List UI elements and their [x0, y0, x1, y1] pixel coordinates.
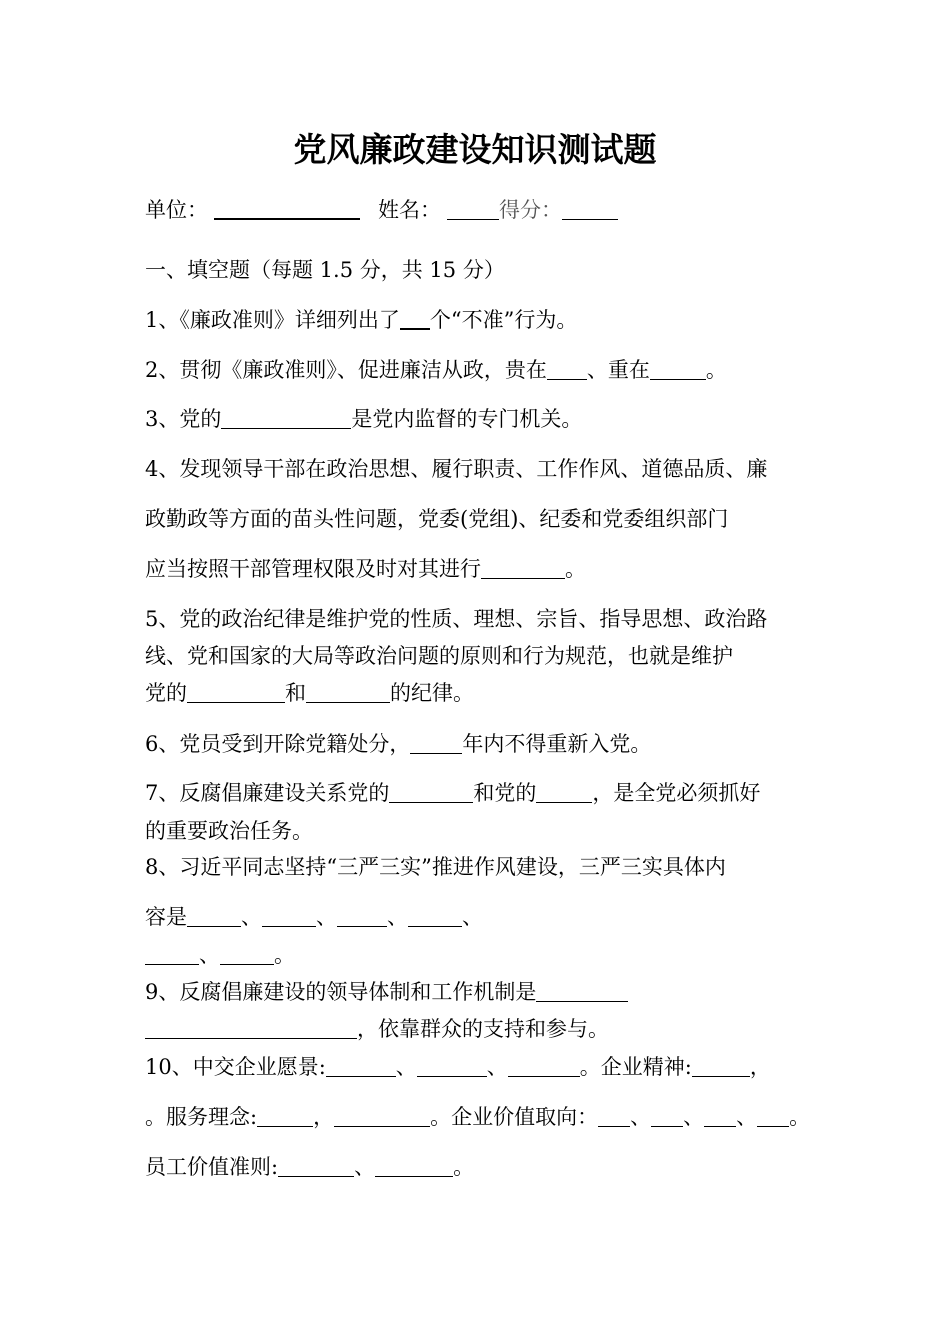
- q10-blank-2[interactable]: [417, 1056, 487, 1077]
- q10-blank-1[interactable]: [326, 1056, 396, 1077]
- unit-label: 单位：: [145, 198, 208, 222]
- q2-blank-2[interactable]: [650, 359, 706, 380]
- name-label: 姓名：: [378, 198, 441, 222]
- q3-text-b: 是党内监督的专门机关。: [351, 407, 583, 431]
- question-9-line-1: [145, 978, 815, 1006]
- q10-blank-3[interactable]: [508, 1056, 580, 1077]
- q8-text-a: 容是: [145, 905, 187, 929]
- q2-text-a: 2、贯彻《廉政准则》、促进廉洁从政，贵在: [145, 358, 547, 382]
- q5-text-a: 党的: [145, 681, 187, 705]
- q9-blank-2[interactable]: [145, 1018, 357, 1039]
- q10-comma: ，: [749, 1055, 771, 1079]
- q8-blank-6[interactable]: [220, 944, 274, 965]
- q8-blank-3[interactable]: [337, 906, 387, 927]
- q8-blank-5[interactable]: [145, 944, 199, 965]
- section-heading: 一、填空题（每题 1.5 分，共 15 分）: [145, 258, 505, 282]
- q8-blank-2[interactable]: [262, 906, 316, 927]
- question-8-line-1: 8、习近平同志坚持“三严三实”推进作风建设，三严三实具体内: [145, 855, 726, 879]
- q6-text-a: 6、党员受到开除党籍处分，: [145, 732, 411, 756]
- q10-sep: 、: [736, 1105, 758, 1129]
- q10-sep: 、: [683, 1105, 705, 1129]
- page-title: 党风廉政建设知识测试题: [293, 130, 657, 169]
- q6-blank[interactable]: [410, 733, 462, 754]
- q2-text-c: 。: [705, 358, 727, 382]
- question-10-line-3: [145, 1153, 815, 1181]
- q10-blank-11[interactable]: [278, 1156, 354, 1177]
- q2-blank-1[interactable]: [547, 359, 587, 380]
- question-7-line-2: 的重要政治任务。: [145, 819, 313, 843]
- q7-blank-2[interactable]: [536, 782, 592, 803]
- q10-sep: 、: [486, 1055, 508, 1079]
- q8-sep: 、: [241, 905, 262, 929]
- q10-employee-label: 员工价值准则:: [145, 1155, 279, 1179]
- q6-text-b: 年内不得重新入党。: [462, 732, 652, 756]
- q8-sep: 、: [462, 905, 483, 929]
- q4-text-a: 应当按照干部管理权限及时对其进行: [145, 557, 481, 581]
- question-5-line-3: [145, 679, 815, 707]
- q10-period: 。: [453, 1155, 475, 1179]
- q10-blank-5[interactable]: [257, 1106, 313, 1127]
- q8-sep: 、: [199, 943, 220, 967]
- q4-text-b: 。: [565, 557, 586, 581]
- question-4-line-1: 4、发现领导干部在政治思想、履行职责、工作作风、道德品质、廉: [145, 457, 768, 481]
- q2-text-b: 、重在: [586, 358, 650, 382]
- q7-blank-1[interactable]: [389, 782, 473, 803]
- q10-sep: 、: [395, 1055, 417, 1079]
- q7-text-a: 7、反腐倡廉建设关系党的: [145, 781, 390, 805]
- q1-text-a: 1、《廉政准则》详细列出了: [145, 308, 400, 332]
- question-10-line-2: [145, 1103, 815, 1131]
- q4-blank[interactable]: [481, 558, 565, 579]
- q7-text-b: 和党的: [473, 781, 537, 805]
- question-4-line-3: [145, 555, 815, 583]
- question-5-line-1: 5、党的政治纪律是维护党的性质、理想、宗旨、指导思想、政治路: [145, 607, 768, 631]
- q9-blank-1[interactable]: [536, 981, 628, 1002]
- question-6: [145, 730, 815, 758]
- q9-text-a: 9、反腐倡廉建设的领导体制和工作机制是: [145, 980, 537, 1004]
- q10-value-label: 。企业价值取向：: [430, 1105, 599, 1129]
- score-blank[interactable]: [562, 199, 618, 220]
- header-row: [145, 196, 815, 224]
- question-8-line-3: [145, 941, 815, 969]
- question-1: [145, 306, 815, 334]
- question-10-line-1: [145, 1053, 815, 1081]
- q10-spirit-label: 。企业精神:: [579, 1055, 692, 1079]
- name-blank[interactable]: [447, 199, 499, 220]
- question-9-line-2: [145, 1015, 815, 1043]
- q8-sep: 、: [387, 905, 408, 929]
- question-3: [145, 405, 815, 433]
- question-7-line-1: [145, 779, 815, 807]
- q10-blank-8[interactable]: [651, 1106, 683, 1127]
- q10-sep: 、: [354, 1155, 376, 1179]
- q10-period: 。: [789, 1105, 811, 1129]
- question-2: [145, 356, 815, 384]
- q10-blank-10[interactable]: [757, 1106, 789, 1127]
- q8-blank-4[interactable]: [408, 906, 462, 927]
- q8-end: 。: [274, 943, 295, 967]
- q10-blank-4[interactable]: [692, 1056, 750, 1077]
- q8-sep: 、: [316, 905, 337, 929]
- q10-blank-9[interactable]: [704, 1106, 736, 1127]
- q1-blank[interactable]: [400, 308, 430, 330]
- q10-blank-6[interactable]: [334, 1106, 430, 1127]
- question-8-line-2: [145, 903, 815, 931]
- q5-blank-1[interactable]: [187, 682, 285, 703]
- q5-blank-2[interactable]: [306, 682, 390, 703]
- q10-vision-label: 10、中交企业愿景:: [145, 1055, 326, 1079]
- q3-text-a: 3、党的: [145, 407, 222, 431]
- q10-blank-7[interactable]: [598, 1106, 630, 1127]
- q5-text-b: 和: [285, 681, 306, 705]
- q8-blank-1[interactable]: [187, 906, 241, 927]
- q7-text-c: ，是全党必须抓好: [592, 781, 761, 805]
- q10-blank-12[interactable]: [375, 1156, 453, 1177]
- q5-text-c: 的纪律。: [390, 681, 474, 705]
- q10-service-label: 。服务理念:: [145, 1105, 258, 1129]
- q3-blank[interactable]: [221, 408, 351, 429]
- question-5-line-2: 线、党和国家的大局等政治问题的原则和行为规范，也就是维护: [145, 644, 733, 668]
- q9-text-b: ，依靠群众的支持和参与。: [357, 1017, 609, 1041]
- score-label: 得分：: [499, 198, 562, 222]
- q10-comma: ，: [313, 1105, 335, 1129]
- q1-text-b: 个“不准”行为。: [429, 308, 578, 332]
- q10-sep: 、: [630, 1105, 652, 1129]
- unit-blank[interactable]: [214, 198, 360, 220]
- question-4-line-2: 政勤政等方面的苗头性问题，党委(党组)、纪委和党委组织部门: [145, 507, 729, 531]
